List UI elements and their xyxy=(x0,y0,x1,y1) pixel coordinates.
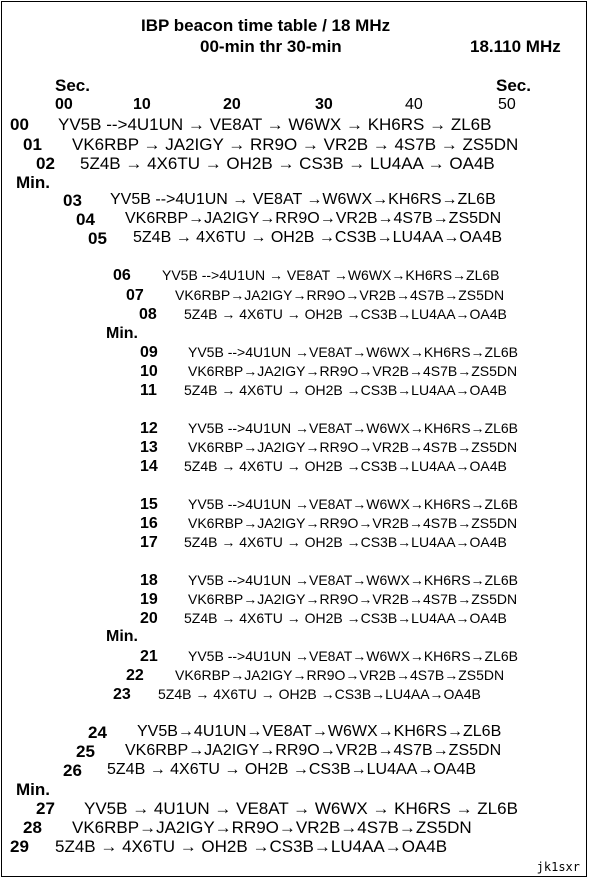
minute-number: 04 xyxy=(76,210,95,229)
beacon-sequence: YV5B -->4U1UN →VE8AT→W6WX→KH6RS→ZL6B xyxy=(188,496,518,512)
minute-number: 29 xyxy=(10,837,29,856)
minute-number: 28 xyxy=(23,818,42,837)
author-signature: jk1sxr xyxy=(536,860,580,874)
beacon-sequence: VK6RBP→JA2IGY→RR9O→VR2B→4S7B→ZS5DN xyxy=(188,363,518,379)
minute-number: 08 xyxy=(139,306,157,323)
beacon-sequence: 5Z4B → 4X6TU → OH2B →CS3B→LU4AA→OA4B xyxy=(133,229,503,246)
beacon-sequence: 5Z4B → 4X6TU → OH2B →CS3B→LU4AA→OA4B xyxy=(184,458,507,474)
beacon-sequence: VK6RBP→JA2IGY→RR9O→VR2B→4S7B→ZS5DN xyxy=(125,210,502,227)
min-label: Min. xyxy=(106,628,138,645)
minute-number: 11 xyxy=(140,382,157,399)
sec-tick: 00 xyxy=(55,96,73,113)
minute-number: 06 xyxy=(113,267,131,284)
beacon-sequence: YV5B -->4U1UN →VE8AT→W6WX→KH6RS→ZL6B xyxy=(188,572,518,588)
min-label: Min. xyxy=(16,173,50,192)
beacon-sequence: YV5B -->4U1UN →VE8AT→W6WX→KH6RS→ZL6B xyxy=(188,648,518,664)
minute-number: 21 xyxy=(140,648,158,665)
minute-number: 23 xyxy=(113,686,131,703)
minute-number: 02 xyxy=(36,154,55,173)
minute-number: 17 xyxy=(140,534,158,551)
minute-number: 13 xyxy=(140,439,158,456)
minute-number: 16 xyxy=(140,515,158,532)
beacon-sequence: YV5B -->4U1UN → VE8AT →W6WX→KH6RS→ZL6B xyxy=(162,267,500,283)
minute-number: 00 xyxy=(10,115,29,134)
min-label: Min. xyxy=(106,325,138,342)
minute-number: 15 xyxy=(140,496,158,513)
minute-number: 27 xyxy=(36,799,55,818)
minute-number: 01 xyxy=(23,135,42,154)
frequency-label: 18.110 MHz xyxy=(470,37,561,56)
minute-number: 03 xyxy=(63,191,82,210)
minute-number: 26 xyxy=(63,761,82,780)
beacon-sequence: VK6RBP→JA2IGY→RR9O→VR2B→4S7B→ZS5DN xyxy=(175,287,505,303)
minute-number: 24 xyxy=(88,723,107,742)
beacon-sequence: 5Z4B → 4X6TU → OH2B → CS3B → LU4AA → OA4B xyxy=(80,154,495,173)
beacon-sequence: VK6RBP→JA2IGY→RR9O→VR2B→4S7B→ZS5DN xyxy=(72,818,472,837)
beacon-sequence: VK6RBP→JA2IGY→RR9O→VR2B→4S7B→ZS5DN xyxy=(188,439,518,455)
beacon-sequence: 5Z4B → 4X6TU → OH2B →CS3B→LU4AA→OA4B xyxy=(184,610,507,626)
minute-number: 18 xyxy=(140,572,158,589)
beacon-sequence: VK6RBP→JA2IGY→RR9O→VR2B→4S7B→ZS5DN xyxy=(188,515,518,531)
sec-tick: 40 xyxy=(405,96,423,113)
beacon-sequence: 5Z4B → 4X6TU → OH2B →CS3B→LU4AA→OA4B xyxy=(55,837,448,856)
minute-number: 20 xyxy=(140,610,158,627)
minute-number: 22 xyxy=(126,667,144,684)
sec-tick: 50 xyxy=(498,96,516,113)
sec-tick: 20 xyxy=(223,96,241,113)
beacon-sequence: 5Z4B → 4X6TU → OH2B →CS3B→LU4AA→OA4B xyxy=(107,761,477,778)
beacon-sequence: 5Z4B → 4X6TU → OH2B →CS3B→LU4AA→OA4B xyxy=(184,306,507,322)
beacon-sequence: YV5B -->4U1UN →VE8AT→W6WX→KH6RS→ZL6B xyxy=(188,344,518,360)
minute-number: 05 xyxy=(88,229,107,248)
beacon-sequence: YV5B -->4U1UN → VE8AT → W6WX → KH6RS → ZL6B xyxy=(58,115,492,134)
beacon-sequence: YV5B → 4U1UN → VE8AT → W6WX → KH6RS → ZL6B xyxy=(84,799,518,818)
minute-number: 10 xyxy=(140,363,158,380)
beacon-sequence: YV5B→4U1UN→VE8AT→W6WX→KH6RS→ZL6B xyxy=(137,723,502,740)
minute-number: 07 xyxy=(126,287,144,304)
beacon-sequence: 5Z4B → 4X6TU → OH2B →CS3B→LU4AA→OA4B xyxy=(184,382,507,398)
beacon-sequence: VK6RBP→JA2IGY→RR9O→VR2B→4S7B→ZS5DN xyxy=(175,667,505,683)
page-title: IBP beacon time table / 18 MHz xyxy=(141,16,391,35)
beacon-sequence: VK6RBP → JA2IGY → RR9O → VR2B → 4S7B → ZS5DN xyxy=(72,135,519,154)
minute-number: 12 xyxy=(140,420,158,437)
minute-number: 25 xyxy=(76,742,95,761)
minute-number: 19 xyxy=(140,591,158,608)
beacon-sequence: VK6RBP→JA2IGY→RR9O→VR2B→4S7B→ZS5DN xyxy=(125,742,502,759)
sec-label-right: Sec. xyxy=(496,76,531,95)
minute-number: 14 xyxy=(140,458,158,475)
beacon-sequence: YV5B -->4U1UN →VE8AT→W6WX→KH6RS→ZL6B xyxy=(188,420,518,436)
sec-tick: 10 xyxy=(133,96,151,113)
beacon-sequence: YV5B -->4U1UN → VE8AT →W6WX→KH6RS→ZL6B xyxy=(110,191,496,208)
beacon-sequence: 5Z4B → 4X6TU → OH2B →CS3B→LU4AA→OA4B xyxy=(158,686,481,702)
minute-number: 09 xyxy=(140,344,158,361)
beacon-sequence: 5Z4B → 4X6TU → OH2B →CS3B→LU4AA→OA4B xyxy=(184,534,507,550)
beacon-sequence: VK6RBP→JA2IGY→RR9O→VR2B→4S7B→ZS5DN xyxy=(188,591,518,607)
page-subtitle: 00-min thr 30-min xyxy=(200,37,342,56)
sec-tick: 30 xyxy=(315,96,333,113)
sec-label-left: Sec. xyxy=(55,76,90,95)
min-label: Min. xyxy=(16,780,50,799)
